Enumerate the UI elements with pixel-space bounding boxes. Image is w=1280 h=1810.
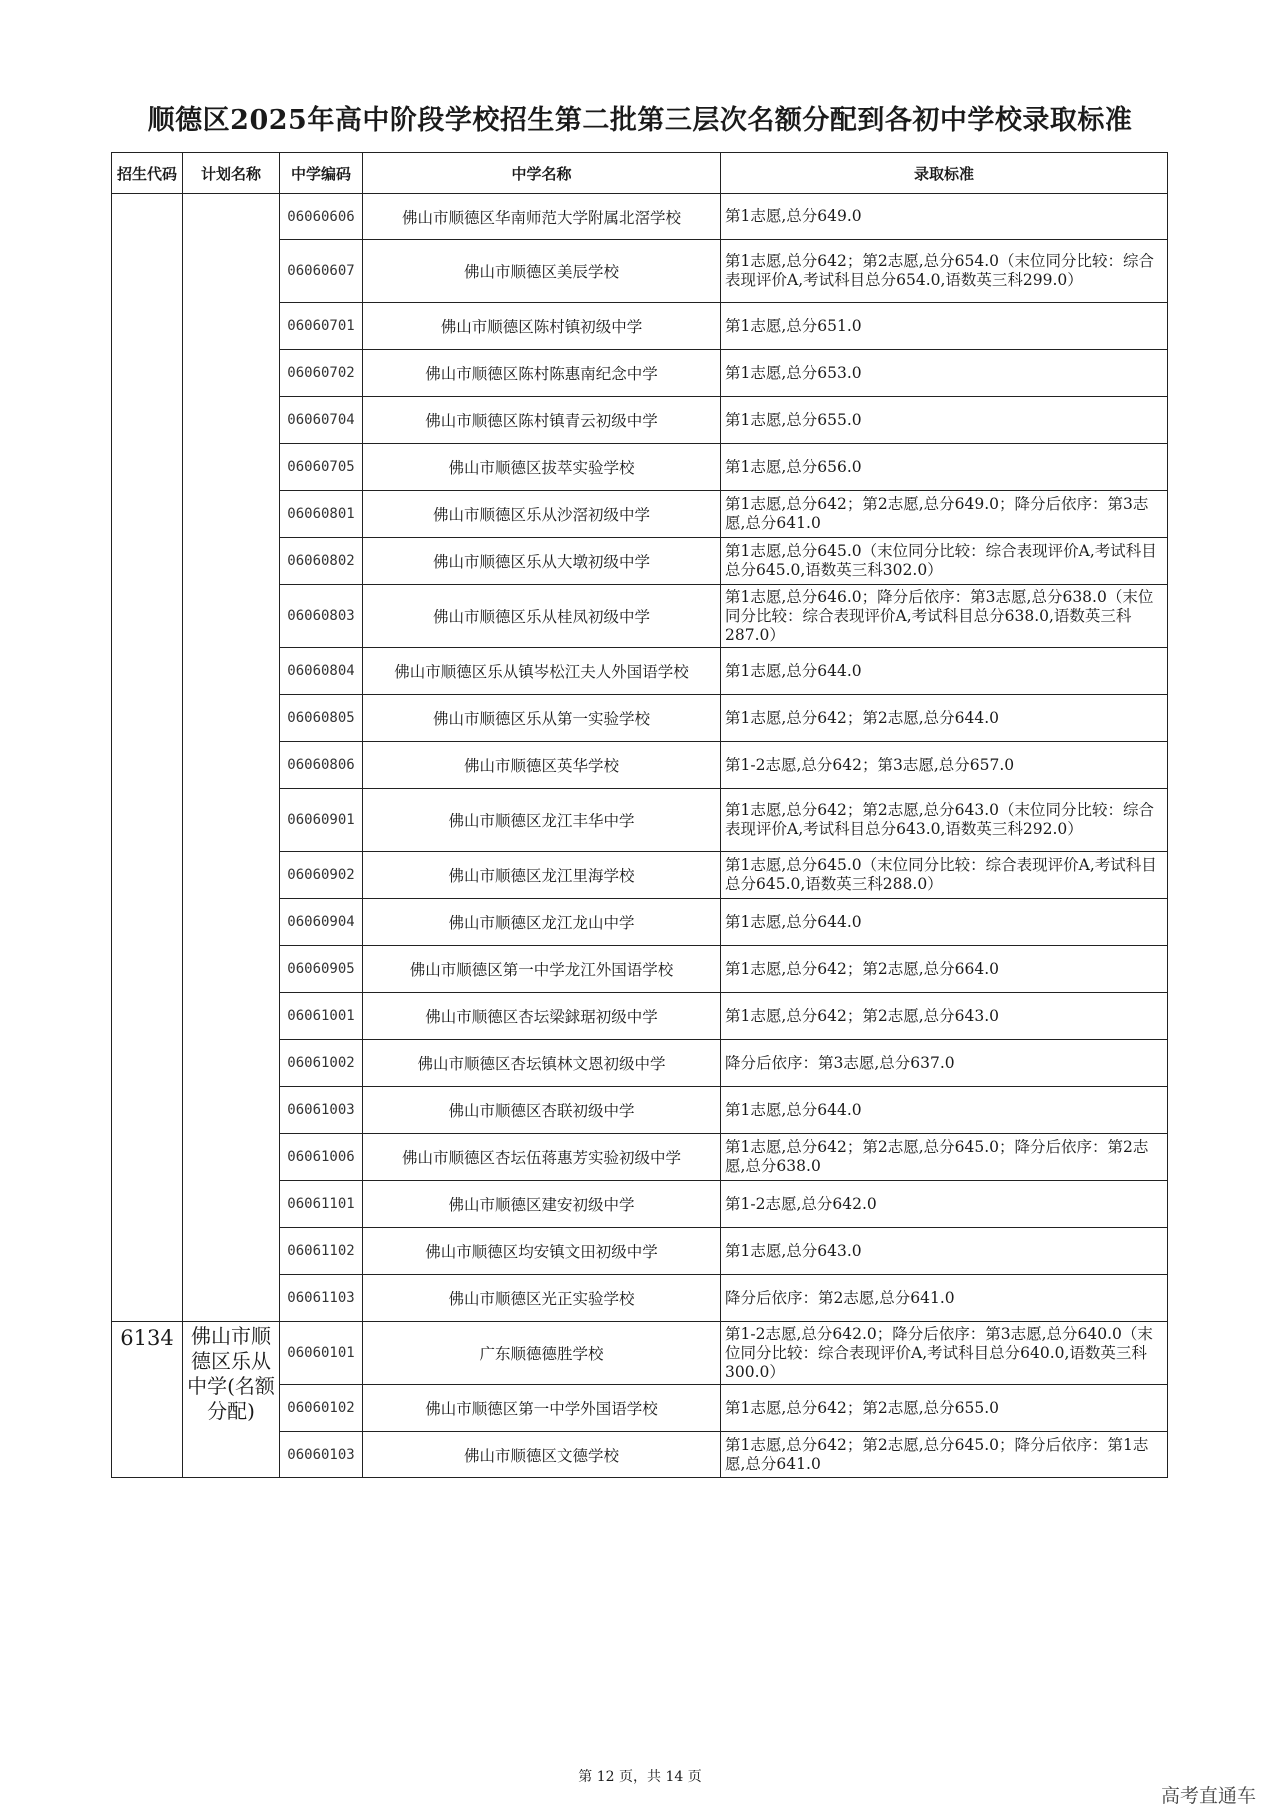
school-name: 佛山市顺德区乐从桂凤初级中学 — [363, 585, 721, 648]
admission-standard: 第1志愿,总分642；第2志愿,总分664.0 — [721, 946, 1168, 993]
admission-standard: 第1-2志愿,总分642.0；降分后依序：第3志愿,总分640.0（末位同分比较：综合表现评价A,考试科目总分640.0,语数英三科300.0） — [721, 1322, 1168, 1385]
school-name: 佛山市顺德区龙江龙山中学 — [363, 899, 721, 946]
school-name: 佛山市顺德区光正实验学校 — [363, 1275, 721, 1322]
school-name: 佛山市顺德区文德学校 — [363, 1432, 721, 1478]
school-name: 佛山市顺德区拔萃实验学校 — [363, 444, 721, 491]
school-name: 佛山市顺德区乐从大墩初级中学 — [363, 538, 721, 585]
school-id: 06060705 — [280, 444, 363, 491]
admission-standard: 第1志愿,总分642；第2志愿,总分649.0；降分后依序：第3志愿,总分641.0 — [721, 491, 1168, 538]
table-row — [112, 1322, 1168, 1385]
school-name: 佛山市顺德区英华学校 — [363, 742, 721, 789]
school-name: 佛山市顺德区乐从镇岑松江夫人外国语学校 — [363, 648, 721, 695]
school-name: 佛山市顺德区杏联初级中学 — [363, 1087, 721, 1134]
school-name: 佛山市顺德区乐从第一实验学校 — [363, 695, 721, 742]
school-name: 佛山市顺德区建安初级中学 — [363, 1181, 721, 1228]
school-id: 06060102 — [280, 1385, 363, 1432]
school-id: 06061003 — [280, 1087, 363, 1134]
school-id: 06060607 — [280, 240, 363, 303]
school-id: 06061101 — [280, 1181, 363, 1228]
school-id: 06060806 — [280, 742, 363, 789]
admission-standard: 第1志愿,总分644.0 — [721, 899, 1168, 946]
school-id: 06060702 — [280, 350, 363, 397]
admission-standard: 第1志愿,总分646.0；降分后依序：第3志愿,总分638.0（末位同分比较：综合表现评价A,考试科目总分638.0,语数英三科287.0） — [721, 585, 1168, 648]
school-id: 06060904 — [280, 899, 363, 946]
plan-name-cell — [183, 194, 280, 1322]
page-footer: 第 12 页，共 14 页 — [578, 1769, 702, 1785]
table-body — [112, 194, 1168, 1478]
school-id: 06060103 — [280, 1432, 363, 1478]
admission-standard: 第1志愿,总分645.0（末位同分比较：综合表现评价A,考试科目总分645.0,语数英三科288.0） — [721, 852, 1168, 899]
col-header-code: 招生代码 — [112, 153, 183, 194]
col-header-plan: 计划名称 — [183, 153, 280, 194]
school-name: 佛山市顺德区陈村镇初级中学 — [363, 303, 721, 350]
admission-standard: 降分后依序：第3志愿,总分637.0 — [721, 1040, 1168, 1087]
admission-standard: 第1志愿,总分642；第2志愿,总分655.0 — [721, 1385, 1168, 1432]
enroll-code-cell — [112, 1322, 183, 1478]
school-id: 06060803 — [280, 585, 363, 648]
school-name: 佛山市顺德区陈村陈惠南纪念中学 — [363, 350, 721, 397]
school-id: 06060902 — [280, 852, 363, 899]
school-id: 06060704 — [280, 397, 363, 444]
school-id: 06060801 — [280, 491, 363, 538]
admission-standard: 第1志愿,总分642；第2志愿,总分643.0（末位同分比较：综合表现评价A,考试科目总分643.0,语数英三科292.0） — [721, 789, 1168, 852]
school-name: 佛山市顺德区乐从沙滘初级中学 — [363, 491, 721, 538]
school-id: 06060901 — [280, 789, 363, 852]
admission-standard: 第1志愿,总分642；第2志愿,总分643.0 — [721, 993, 1168, 1040]
school-id: 06061102 — [280, 1228, 363, 1275]
admission-standard: 第1志愿,总分643.0 — [721, 1228, 1168, 1275]
school-id: 06060805 — [280, 695, 363, 742]
school-id: 06060804 — [280, 648, 363, 695]
school-id: 06060101 — [280, 1322, 363, 1385]
admission-standard: 第1志愿,总分645.0（末位同分比较：综合表现评价A,考试科目总分645.0,语数英三科302.0） — [721, 538, 1168, 585]
school-name: 佛山市顺德区杏坛梁銶琚初级中学 — [363, 993, 721, 1040]
plan-name — [183, 194, 279, 196]
school-name: 佛山市顺德区龙江丰华中学 — [363, 789, 721, 852]
admission-standard: 第1志愿,总分644.0 — [721, 648, 1168, 695]
school-id: 06060606 — [280, 194, 363, 240]
school-id: 06060701 — [280, 303, 363, 350]
school-name: 佛山市顺德区第一中学龙江外国语学校 — [363, 946, 721, 993]
school-name: 佛山市顺德区华南师范大学附属北滘学校 — [363, 194, 721, 240]
plan-name-cell — [183, 1322, 280, 1478]
plan-name: 佛山市顺德区乐从中学(名额分配) — [187, 1324, 275, 1423]
school-name: 佛山市顺德区陈村镇青云初级中学 — [363, 397, 721, 444]
school-id: 06061001 — [280, 993, 363, 1040]
school-name: 佛山市顺德区杏坛镇林文恩初级中学 — [363, 1040, 721, 1087]
admission-standard: 第1志愿,总分644.0 — [721, 1087, 1168, 1134]
school-id: 06060905 — [280, 946, 363, 993]
admission-standard: 第1志愿,总分649.0 — [721, 194, 1168, 240]
school-name: 佛山市顺德区第一中学外国语学校 — [363, 1385, 721, 1432]
school-name: 佛山市顺德区杏坛伍蒋惠芳实验初级中学 — [363, 1134, 721, 1181]
school-id: 06061002 — [280, 1040, 363, 1087]
admission-standard: 第1志愿,总分642；第2志愿,总分645.0；降分后依序：第1志愿,总分641.0 — [721, 1432, 1168, 1478]
admission-standard: 第1志愿,总分651.0 — [721, 303, 1168, 350]
school-name: 佛山市顺德区美辰学校 — [363, 240, 721, 303]
school-id: 06061103 — [280, 1275, 363, 1322]
col-header-standard: 录取标准 — [721, 153, 1168, 194]
table-row — [112, 194, 1168, 240]
admission-standard: 第1志愿,总分642；第2志愿,总分654.0（末位同分比较：综合表现评价A,考试科目总分654.0,语数英三科299.0） — [721, 240, 1168, 303]
watermark: 高考直通车 — [1160, 1785, 1256, 1807]
col-header-school-id: 中学编码 — [280, 153, 363, 194]
enroll-code — [112, 194, 182, 198]
enroll-code-cell — [112, 194, 183, 1322]
admission-table — [111, 152, 1168, 1478]
school-name: 佛山市顺德区龙江里海学校 — [363, 852, 721, 899]
school-name: 广东顺德德胜学校 — [363, 1322, 721, 1385]
admission-standard: 第1志愿,总分642；第2志愿,总分645.0；降分后依序：第2志愿,总分638.0 — [721, 1134, 1168, 1181]
school-id: 06061006 — [280, 1134, 363, 1181]
page-title: 顺德区2025年高中阶段学校招生第二批第三层次名额分配到各初中学校录取标准 — [147, 105, 1133, 136]
admission-standard: 第1志愿,总分642；第2志愿,总分644.0 — [721, 695, 1168, 742]
admission-standard: 第1志愿,总分656.0 — [721, 444, 1168, 491]
school-id: 06060802 — [280, 538, 363, 585]
admission-standard: 第1志愿,总分655.0 — [721, 397, 1168, 444]
admission-standard: 第1志愿,总分653.0 — [721, 350, 1168, 397]
school-name: 佛山市顺德区均安镇文田初级中学 — [363, 1228, 721, 1275]
col-header-school-name: 中学名称 — [363, 153, 721, 194]
admission-standard: 降分后依序：第2志愿,总分641.0 — [721, 1275, 1168, 1322]
admission-standard: 第1-2志愿,总分642.0 — [721, 1181, 1168, 1228]
admission-standard: 第1-2志愿,总分642；第3志愿,总分657.0 — [721, 742, 1168, 789]
enroll-code: 6134 — [120, 1326, 174, 1350]
table-header-row — [112, 153, 1168, 194]
